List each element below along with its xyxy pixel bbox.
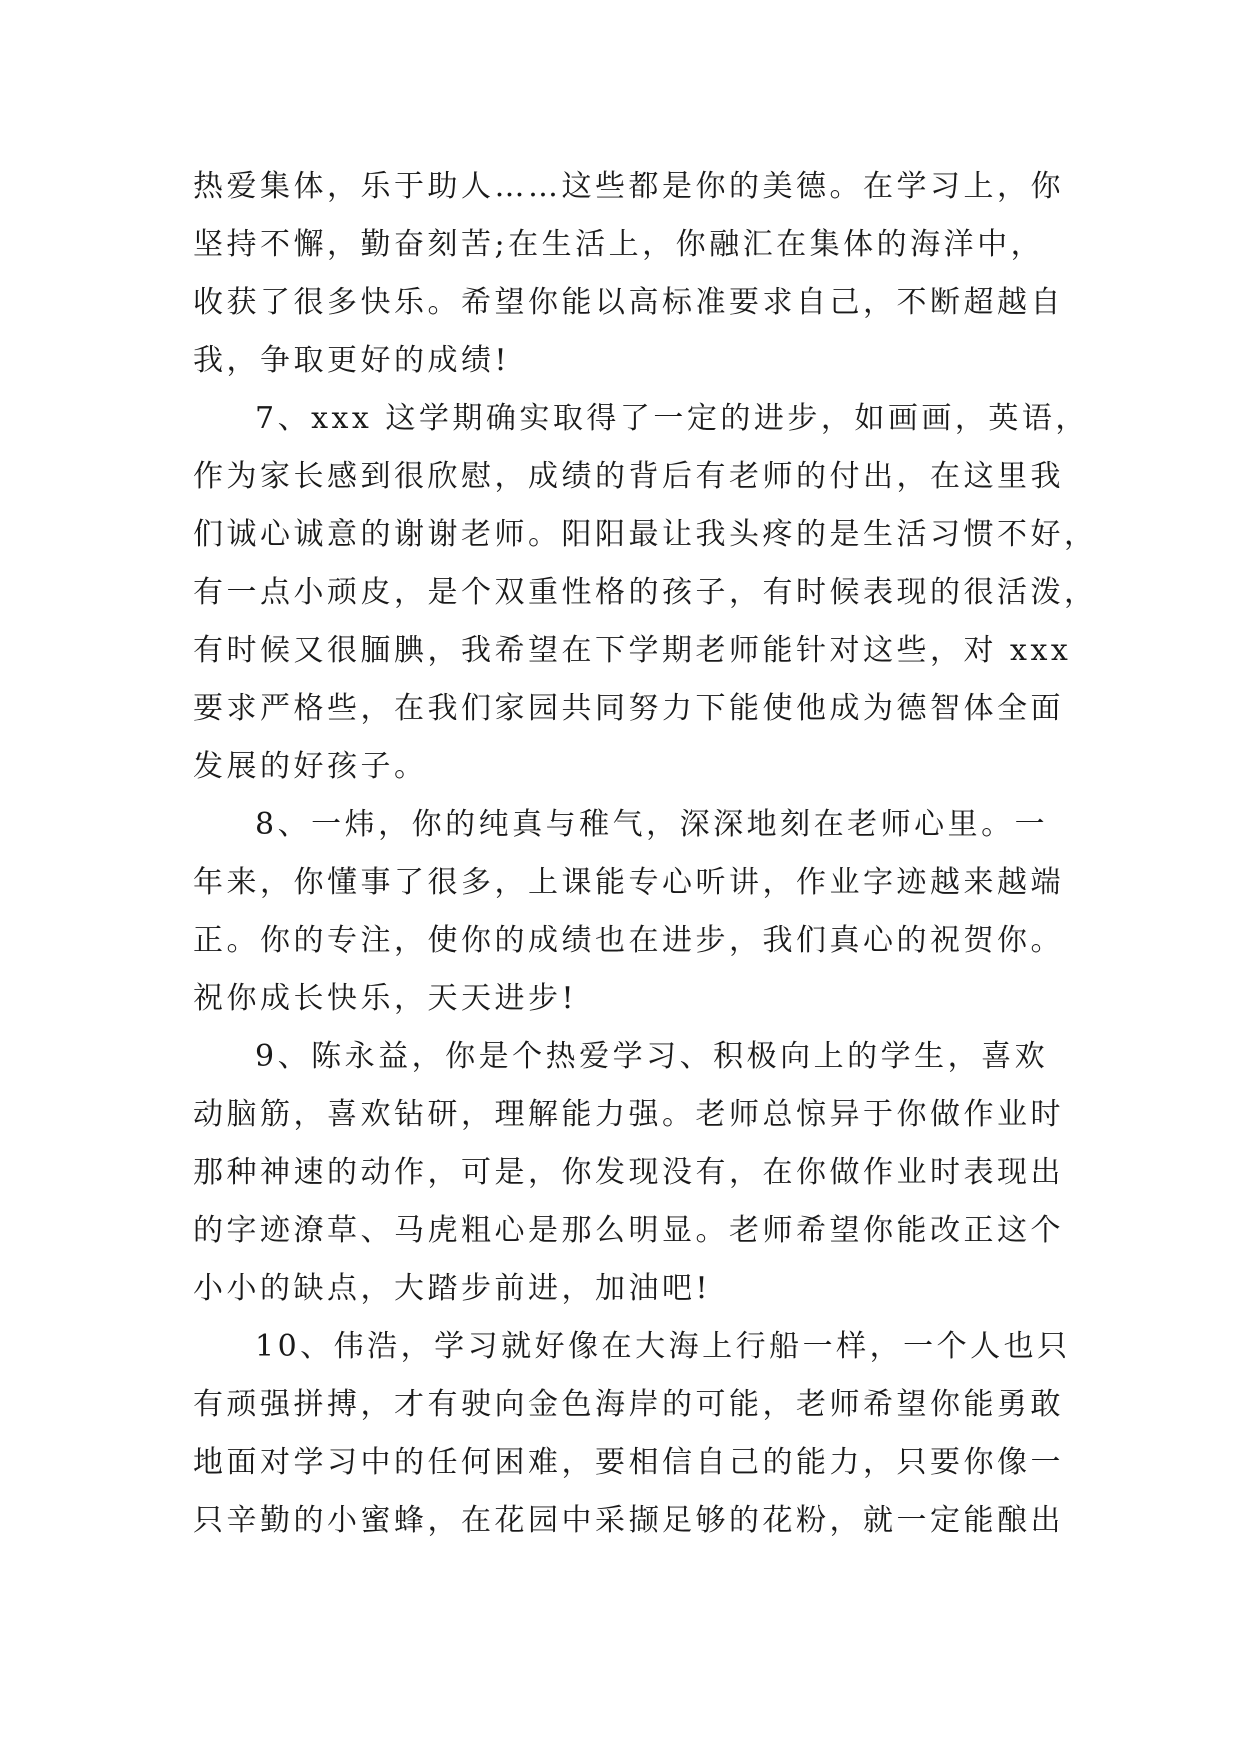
text-line: 小小的缺点，大踏步前进，加油吧! (193, 1271, 712, 1306)
text-line: 作为家长感到很欣慰，成绩的背后有老师的付出，在这里我 (193, 459, 1064, 494)
text-line: 们诚心诚意的谢谢老师。阳阳最让我头疼的是生活习惯不好， (193, 517, 1098, 552)
text-line: 动脑筋，喜欢钻研，理解能力强。老师总惊异于你做作业时 (193, 1097, 1064, 1132)
text-line: 要求严格些，在我们家园共同努力下能使他成为德智体全面 (193, 691, 1064, 726)
text-line: 那种神速的动作，可是，你发现没有，在你做作业时表现出 (193, 1155, 1064, 1190)
paragraph-start-line: 7、xxx 这学期确实取得了一定的进步，如画画，英语， (255, 401, 1089, 436)
text-line: 我，争取更好的成绩! (193, 343, 511, 378)
text-line: 有一点小顽皮，是个双重性格的孩子，有时候表现的很活泼， (193, 575, 1098, 610)
text-line: 有时候又很腼腆，我希望在下学期老师能针对这些，对 xxx (193, 633, 1072, 668)
text-line: 有顽强拼搏，才有驶向金色海岸的可能，老师希望你能勇敢 (193, 1387, 1064, 1422)
text-line: 地面对学习中的任何困难，要相信自己的能力，只要你像一 (193, 1445, 1064, 1480)
paragraph-start-line: 8、一炜，你的纯真与稚气，深深地刻在老师心里。一 (255, 807, 1049, 842)
text-line: 热爱集体，乐于助人……这些都是你的美德。在学习上，你 (193, 169, 1064, 204)
text-line: 正。你的专注，使你的成绩也在进步，我们真心的祝贺你。 (193, 923, 1064, 958)
text-line: 祝你成长快乐，天天进步! (193, 981, 578, 1016)
paragraph-start-line: 10、伟浩，学习就好像在大海上行船一样，一个人也只 (255, 1329, 1071, 1364)
paragraph-start-line: 9、陈永益，你是个热爱学习、积极向上的学生，喜欢 (255, 1039, 1049, 1074)
text-line: 收获了很多快乐。希望你能以高标准要求自己，不断超越自 (193, 285, 1064, 320)
text-line: 的字迹潦草、马虎粗心是那么明显。老师希望你能改正这个 (193, 1213, 1064, 1248)
text-line: 年来，你懂事了很多，上课能专心听讲，作业字迹越来越端 (193, 865, 1064, 900)
text-line: 发展的好孩子。 (193, 749, 428, 784)
text-line: 坚持不懈，勤奋刻苦;在生活上，你融汇在集体的海洋中， (193, 227, 1045, 262)
text-line: 只辛勤的小蜜蜂，在花园中采撷足够的花粉，就一定能酿出 (193, 1503, 1064, 1538)
document-body (193, 158, 1098, 1550)
